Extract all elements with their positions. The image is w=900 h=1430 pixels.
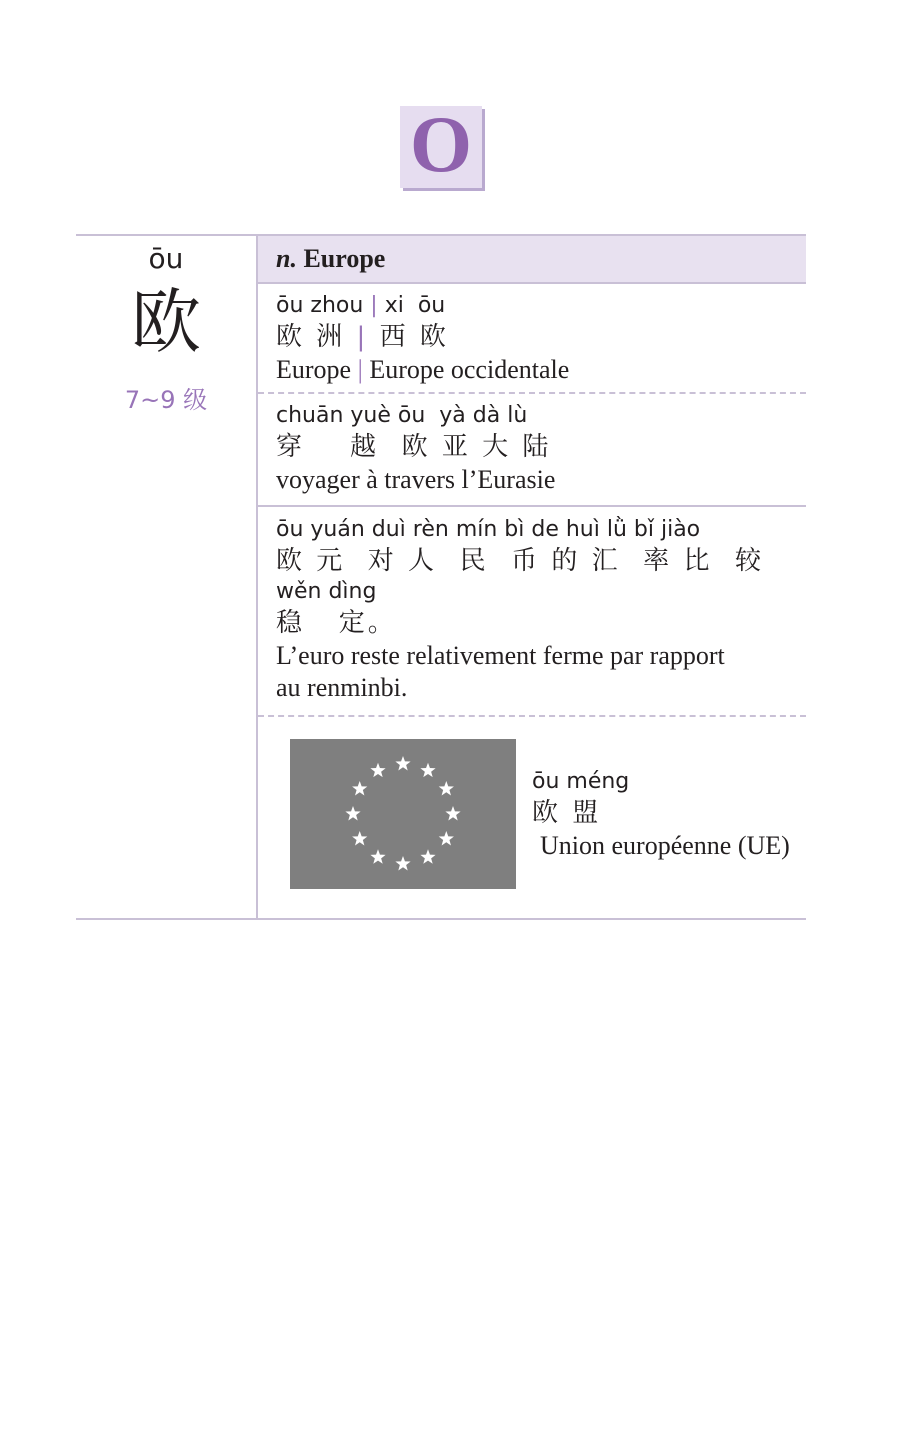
dashed-divider xyxy=(258,715,806,717)
headword-hanzi: 欧 xyxy=(131,281,201,363)
example-3-hanzi-line-1: 欧 元 对 人 民 币 的 汇 率 比 较 xyxy=(276,546,764,576)
example-3-pinyin-line-2: wěn dìng xyxy=(276,579,377,604)
headword-level: 7~9 级 xyxy=(124,386,208,414)
example-3 xyxy=(276,516,764,704)
example-2-pinyin: chuān yuè ōu yà dà lù xyxy=(276,403,528,428)
illustration-hanzi: 欧 盟 xyxy=(532,798,602,828)
star-icon xyxy=(420,763,435,777)
star-icon xyxy=(420,849,435,863)
column-divider xyxy=(256,234,258,920)
example-2-french: voyager à travers l’Eurasie xyxy=(276,465,556,494)
entry-bottom-rule xyxy=(76,918,806,920)
star-icon xyxy=(352,781,367,795)
star-icon xyxy=(445,806,460,820)
example-1-pinyin: ōu zhou | xi ōu xyxy=(276,293,446,318)
star-icon xyxy=(370,763,385,777)
definition-text xyxy=(276,244,385,274)
solid-divider xyxy=(258,505,806,507)
example-3-hanzi-line-2: 稳 定。 xyxy=(276,608,397,638)
eu-flag-stars xyxy=(290,739,516,889)
illustration-french: Union européenne (UE) xyxy=(540,831,790,860)
star-icon xyxy=(439,781,454,795)
example-3-pinyin-line-1: ōu yuán duì rèn mín bì de huì lǜ bǐ jiào xyxy=(276,517,701,542)
dashed-divider xyxy=(258,392,806,394)
dictionary-entry xyxy=(76,234,806,920)
illustration-pinyin: ōu méng xyxy=(532,769,630,794)
section-letter-badge xyxy=(400,101,482,189)
example-2-hanzi: 穿 越 欧 亚 大 陆 xyxy=(276,432,552,462)
definition-band xyxy=(258,236,806,284)
star-icon xyxy=(395,756,410,770)
eu-flag-icon xyxy=(290,739,516,889)
example-1-hanzi: 欧 洲 | 西 欧 xyxy=(276,322,449,352)
example-2 xyxy=(276,402,555,496)
star-icon xyxy=(370,849,385,863)
example-1-french: Europe | Europe occidentale xyxy=(276,355,570,384)
example-3-french-line-2: au renminbi. xyxy=(276,673,408,702)
example-1 xyxy=(276,292,569,386)
headword-pinyin: ōu xyxy=(148,242,184,275)
part-of-speech: n. xyxy=(276,244,297,273)
star-icon xyxy=(345,806,360,820)
star-icon xyxy=(395,856,410,870)
star-icon xyxy=(439,831,454,845)
illustration-caption xyxy=(532,768,790,862)
definition-meaning: Europe xyxy=(303,244,386,273)
section-letter: O xyxy=(409,101,473,189)
star-icon xyxy=(352,831,367,845)
example-3-french-line-1: L’euro reste relativement ferme par rapport xyxy=(276,641,725,670)
